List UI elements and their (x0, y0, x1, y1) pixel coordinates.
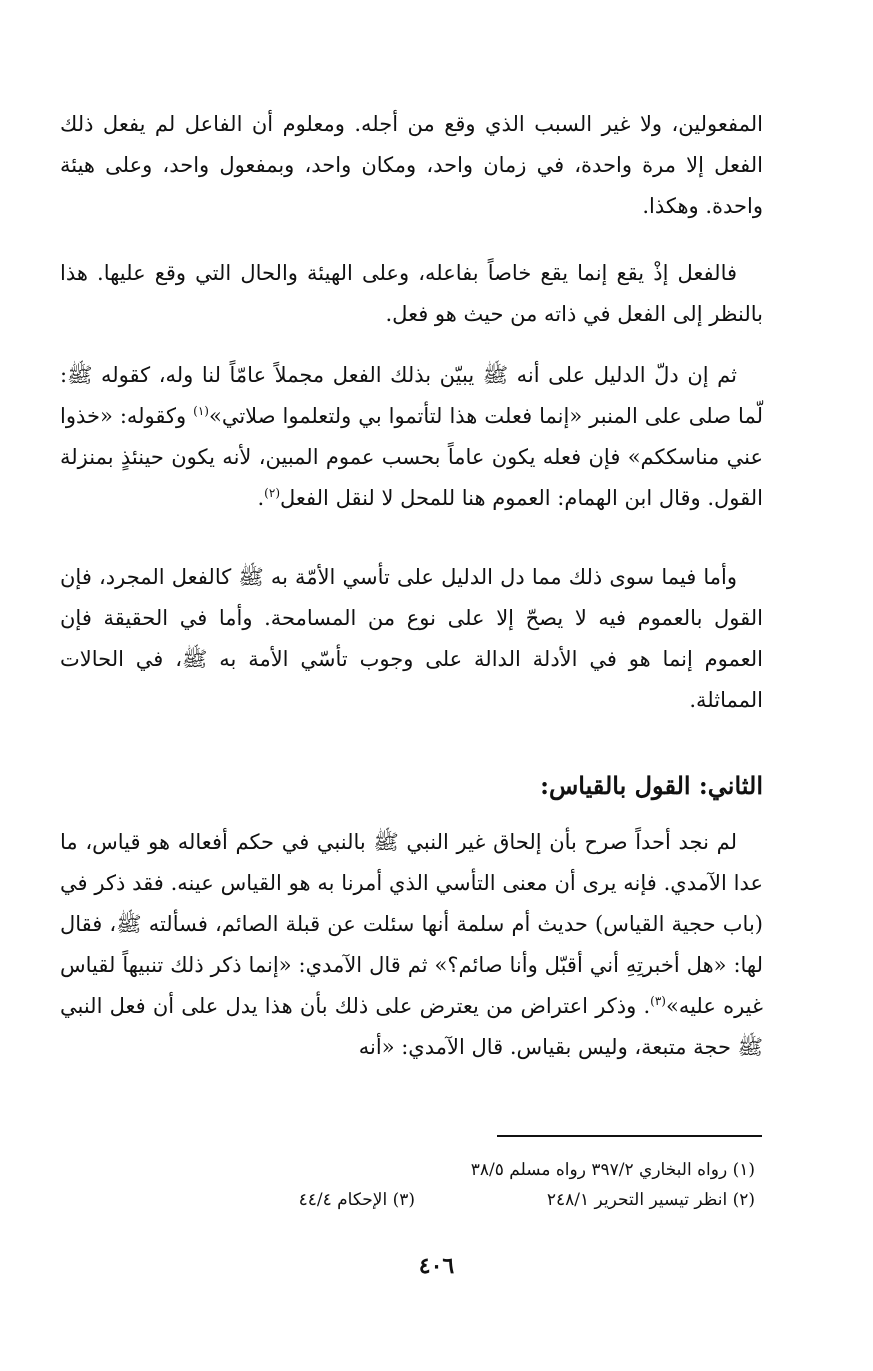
footnote-1: (١) رواه البخاري ٣٩٧/٢ رواه مسلم ٣٨/٥ (470, 1160, 755, 1180)
paragraph-3 (60, 355, 763, 519)
paragraph-3-text-c: . (257, 486, 265, 510)
footnote-separator (497, 1135, 762, 1137)
footnote-marker-2: (٢) (264, 486, 280, 500)
paragraph-3-text-a: ثم إن دلّ الدليل على أنه ﷺ يبيّن بذلك الفعل مجملاً عامّاً لنا وله، كقوله ﷺ: لّما صلى على المنبر «إنما فعلت هذا لتأتموا بي ولتعلموا صلاتي» (60, 363, 763, 428)
section-heading: الثاني: القول بالقياس: (540, 771, 763, 800)
paragraph-2-text: فالفعل إذْ يقع إنما يقع خاصاً بفاعله، وعلى الهيئة والحال التي وقع عليها. هذا بالنظر إلى الفعل في ذاته من حيث هو فعل. (60, 261, 763, 326)
footnote-2: (٢) انظر تيسير التحرير ٢٤٨/١ (546, 1190, 755, 1210)
paragraph-3-text-b: وكقوله: «خذوا عني مناسككم» فإن فعله يكون عاماً بحسب عموم المبين، لأنه يكون حينئذٍ بمنزلة القول. وقال ابن الهمام: العموم هنا للمحل لا لنقل الفعل (60, 404, 763, 510)
paragraph-4-text: وأما فيما سوى ذلك مما دل الدليل على تأسي الأمّة به ﷺ كالفعل المجرد، فإن القول بالعموم فيه لا يصحّ إلا على نوع من المسامحة. وأما في الحقيقة فإن العموم إنما هو في الأدلة الدالة على وجوب تأسّي الأمة به ﷺ، في الحالات المماثلة. (60, 565, 763, 712)
footnote-row-1 (60, 1155, 755, 1185)
footnote-row-2 (60, 1185, 755, 1215)
paragraph-4 (60, 557, 763, 721)
paragraph-5-text-a: لم نجد أحداً صرح بأن إلحاق غير النبي ﷺ بالنبي في حكم أفعاله هو قياس، ما عدا الآمدي. فإنه يرى أن معنى التأسي الذي أمرنا به هو القياس عينه. فقد ذكر في (باب حجية القياس) حديث أم سلمة أنها سئلت عن قبلة الصائم، فسألته ﷺ، فقال لها: «هل أخبرتِهِ أني أقبّل وأنا صائم؟» ثم قال الآمدي: «إنما ذكر ذلك تنبيهاً لقياس غيره عليه» (60, 830, 763, 1018)
footnote-marker-1: (١) (193, 404, 209, 418)
footnote-marker-3: (٣) (650, 994, 666, 1008)
paragraph-2 (60, 253, 763, 335)
paragraph-1-text: المفعولين، ولا غير السبب الذي وقع من أجله. ومعلوم أن الفاعل لم يفعل ذلك الفعل إلا مرة واحدة، في زمان واحد، ومكان واحد، وبمفعول واحد، وعلى هيئة واحدة. وهكذا. (60, 112, 763, 218)
paragraph-1 (60, 104, 763, 227)
page-number: ٤٠٦ (418, 1253, 455, 1279)
footnote-3: (٣) الإحكام ٤٤/٤ (298, 1190, 415, 1210)
paragraph-5 (60, 822, 763, 1068)
paragraph-5-text-b: . وذكر اعتراض من يعترض على ذلك بأن هذا يدل على أن فعل النبي ﷺ حجة متبعة، وليس بقياس. قال الآمدي: «أنه (60, 994, 763, 1059)
